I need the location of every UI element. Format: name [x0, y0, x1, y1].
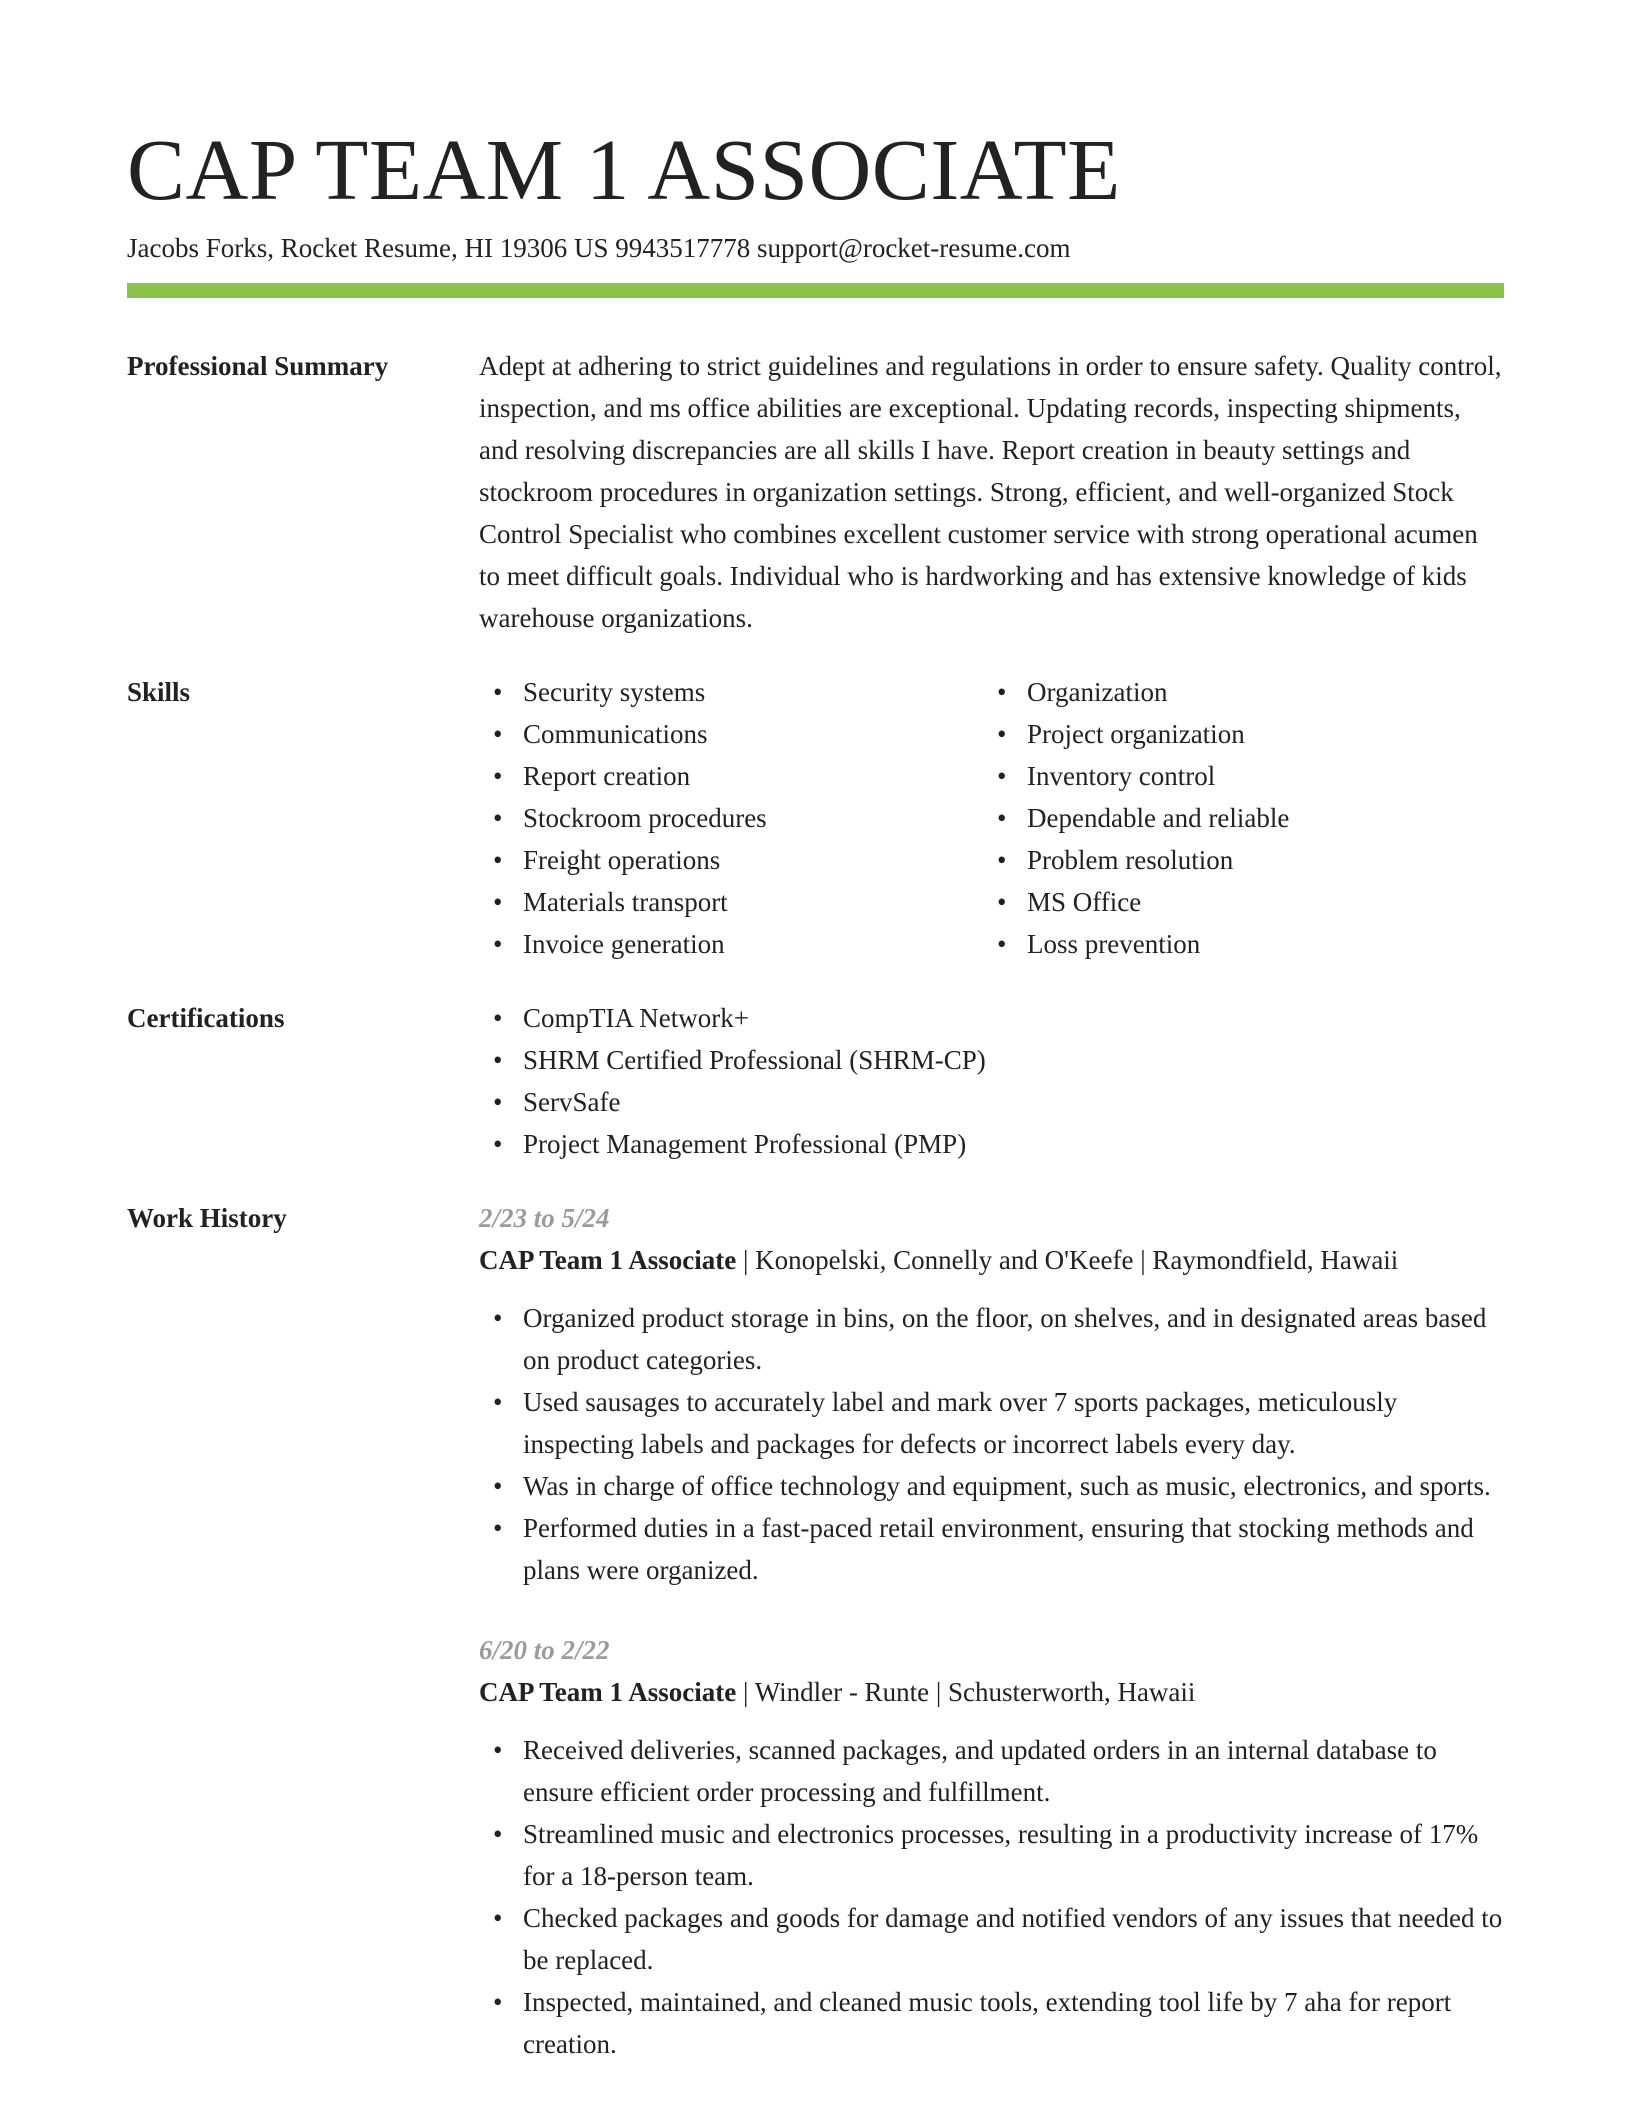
list-item: [493, 1897, 1504, 1981]
skills-list-right: [983, 671, 1548, 965]
job-separator: |: [1133, 1245, 1153, 1275]
bullet-icon: •: [493, 1045, 503, 1075]
job-location: Schusterworth, Hawaii: [947, 1677, 1196, 1707]
bullet-icon: •: [493, 1087, 503, 1117]
bullet-icon: •: [997, 845, 1007, 875]
job-separator: |: [736, 1245, 756, 1275]
list-item: [493, 671, 983, 713]
list-item: [493, 1039, 1504, 1081]
section-label-work-history: Work History: [127, 1203, 287, 1233]
bullet-icon: •: [493, 1903, 503, 1933]
skill-item: Loss prevention: [1027, 929, 1201, 959]
list-item: [493, 1729, 1504, 1813]
list-item: [493, 1381, 1504, 1465]
certification-item: Project Management Professional (PMP): [523, 1129, 967, 1159]
skill-item: Project organization: [1027, 719, 1245, 749]
list-item: [493, 755, 983, 797]
bullet-icon: •: [493, 845, 503, 875]
bullet-icon: •: [493, 1387, 503, 1417]
list-item: [493, 797, 983, 839]
list-item: [997, 839, 1548, 881]
job-heading: [479, 1239, 1504, 1281]
bullet-icon: •: [493, 803, 503, 833]
list-item: [493, 881, 983, 923]
section-label-summary: Professional Summary: [127, 351, 389, 381]
list-item: [997, 713, 1548, 755]
skill-item: Dependable and reliable: [1027, 803, 1290, 833]
summary-section: [127, 345, 1504, 639]
list-item: [493, 1813, 1504, 1897]
job-bullet: Streamlined music and electronics processes, resulting in a productivity increase of 17% for a 18-person team.: [523, 1819, 1479, 1891]
skill-item: Report creation: [523, 761, 691, 791]
job-entry: [479, 1197, 1504, 1591]
skills-section: [127, 671, 1504, 965]
list-item: [493, 1123, 1504, 1165]
job-separator: |: [929, 1677, 948, 1707]
skills-list-left: [479, 671, 983, 965]
bullet-icon: •: [997, 803, 1007, 833]
skill-item: Problem resolution: [1027, 845, 1234, 875]
certifications-list: [479, 997, 1504, 1165]
bullet-icon: •: [493, 1735, 503, 1765]
job-bullet: Inspected, maintained, and cleaned music tools, extending tool life by 7 aha for report creation.: [523, 1987, 1452, 2059]
bullet-icon: •: [493, 1003, 503, 1033]
bullet-icon: •: [493, 1471, 503, 1501]
contact-line: Jacobs Forks, Rocket Resume, HI 19306 US 9943517778 support@rocket-resume.com: [127, 233, 1071, 263]
section-label-certifications: Certifications: [127, 1003, 285, 1033]
list-item: [493, 1465, 1504, 1507]
bullet-icon: •: [997, 677, 1007, 707]
skill-item: Materials transport: [523, 887, 728, 917]
list-item: [493, 1981, 1504, 2065]
certifications-section: [127, 997, 1504, 1165]
job-separator: |: [736, 1677, 755, 1707]
list-item: [997, 923, 1548, 965]
list-item: [997, 797, 1548, 839]
job-bullet-list: [479, 1297, 1504, 1591]
job-bullet: Organized product storage in bins, on the floor, on shelves, and in designated areas based on product categories.: [523, 1303, 1487, 1375]
resume-page: [127, 0, 1504, 2065]
skills-body: [479, 671, 1504, 965]
list-item: [493, 1081, 1504, 1123]
bullet-icon: •: [493, 887, 503, 917]
bullet-icon: •: [493, 1513, 503, 1543]
list-item: [493, 1507, 1504, 1591]
bullet-icon: •: [493, 1819, 503, 1849]
skill-item: Freight operations: [523, 845, 721, 875]
work-history-section: [127, 1197, 1504, 2065]
bullet-icon: •: [493, 677, 503, 707]
job-company: Konopelski, Connelly and O'Keefe: [755, 1245, 1134, 1275]
job-bullet: Used sausages to accurately label and mark over 7 sports packages, meticulously inspecting labels and packages for defects or incorrect labels every day.: [523, 1387, 1398, 1459]
job-location: Raymondfield, Hawaii: [1152, 1245, 1399, 1275]
list-item: [997, 881, 1548, 923]
list-item: [493, 923, 983, 965]
job-bullet-list: [479, 1729, 1504, 2065]
bullet-icon: •: [493, 1303, 503, 1333]
skill-item: Inventory control: [1027, 761, 1216, 791]
skill-item: Security systems: [523, 677, 706, 707]
work-history-body: [479, 1197, 1504, 2065]
list-item: [493, 839, 983, 881]
certification-item: ServSafe: [523, 1087, 621, 1117]
certification-item: CompTIA Network+: [523, 1003, 749, 1033]
header-accent-rule: [127, 283, 1504, 298]
job-bullet: Received deliveries, scanned packages, and updated orders in an internal database to ensure efficient order processing and fulfillment.: [523, 1735, 1437, 1807]
job-company: Windler - Runte: [754, 1677, 930, 1707]
list-item: [997, 671, 1548, 713]
bullet-icon: •: [493, 761, 503, 791]
job-bullet: Checked packages and goods for damage and notified vendors of any issues that needed to be replaced.: [523, 1903, 1503, 1975]
job-title: CAP Team 1 Associate: [479, 1677, 737, 1707]
job-title: CAP Team 1 Associate: [479, 1245, 737, 1275]
skill-item: Communications: [523, 719, 708, 749]
section-label-skills: Skills: [127, 677, 191, 707]
bullet-icon: •: [493, 1129, 503, 1159]
list-item: [997, 755, 1548, 797]
job-bullet: Was in charge of office technology and equipment, such as music, electronics, and sports.: [523, 1471, 1491, 1501]
job-dates: 6/20 to 2/22: [479, 1635, 610, 1665]
bullet-icon: •: [997, 719, 1007, 749]
bullet-icon: •: [997, 929, 1007, 959]
candidate-name: CAP TEAM 1 ASSOCIATE: [127, 121, 1121, 218]
list-item: [493, 713, 983, 755]
skill-item: MS Office: [1027, 887, 1142, 917]
bullet-icon: •: [997, 761, 1007, 791]
summary-text: Adept at adhering to strict guidelines and regulations in order to ensure safety. Quality control, inspection, and ms office abilities are exceptional. Updating records, inspecting shipments, and resolving discrepancies are all skills I have. Report creation in beauty settings and stockroom procedures in organization settings. Strong, efficient, and well-organized Stock Control Specialist who combines excellent customer service with strong operational acumen to meet difficult goals. Individual who is hardworking and has extensive knowledge of kids warehouse organizations.: [479, 351, 1502, 633]
bullet-icon: •: [493, 719, 503, 749]
bullet-icon: •: [997, 887, 1007, 917]
list-item: [493, 1297, 1504, 1381]
skill-item: Invoice generation: [523, 929, 725, 959]
job-entry: [479, 1629, 1504, 2065]
job-dates: 2/23 to 5/24: [479, 1203, 610, 1233]
certifications-body: [479, 997, 1504, 1165]
bullet-icon: •: [493, 1987, 503, 2017]
skill-item: Organization: [1027, 677, 1168, 707]
skill-item: Stockroom procedures: [523, 803, 767, 833]
list-item: [493, 997, 1504, 1039]
bullet-icon: •: [493, 929, 503, 959]
certification-item: SHRM Certified Professional (SHRM-CP): [523, 1045, 986, 1075]
job-heading: [479, 1671, 1504, 1713]
job-bullet: Performed duties in a fast-paced retail environment, ensuring that stocking methods and plans were organized.: [523, 1513, 1474, 1585]
